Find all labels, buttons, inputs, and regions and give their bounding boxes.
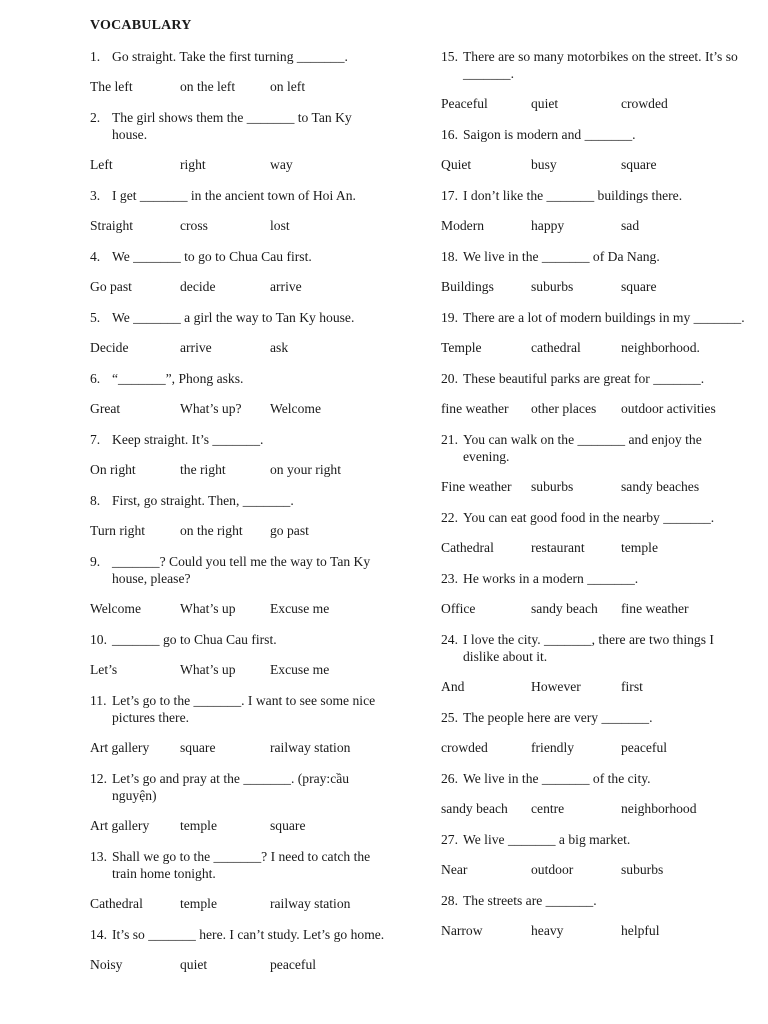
question-text: The girl shows them the _______ to Tan Ky house. <box>112 110 352 142</box>
answer-option: Cathedral <box>90 896 143 911</box>
question <box>90 553 390 587</box>
answer-option: lost <box>270 218 290 233</box>
answer-option: Great <box>90 401 121 416</box>
answer-option: Peaceful <box>441 96 488 111</box>
question-text: First, go straight. Then, _______. <box>112 493 294 508</box>
answer-option: sandy beach <box>531 601 598 616</box>
answer-options <box>441 217 751 234</box>
question <box>441 709 751 726</box>
answer-option: Near <box>441 862 468 877</box>
answer-options <box>90 278 390 295</box>
answer-options <box>90 817 390 834</box>
question <box>90 431 390 448</box>
answer-option: sandy beaches <box>621 479 700 494</box>
right-column <box>441 48 751 953</box>
answer-option: Art gallery <box>90 818 150 833</box>
answer-option: temple <box>180 818 217 833</box>
question-text: I get _______ in the ancient town of Hoi An. <box>112 188 356 203</box>
answer-option: helpful <box>621 923 660 938</box>
question-text: _______? Could you tell me the way to Tan Ky house, please? <box>112 554 371 586</box>
answer-option: busy <box>531 157 557 172</box>
answer-option: railway station <box>270 896 351 911</box>
question-number: 19. <box>441 310 458 325</box>
question <box>90 248 390 265</box>
answer-options <box>90 895 390 912</box>
answer-option: Modern <box>441 218 485 233</box>
question <box>441 370 751 387</box>
answer-option: Go past <box>90 279 132 294</box>
question <box>90 848 390 882</box>
answer-option: Quiet <box>441 157 472 172</box>
question <box>90 48 390 65</box>
question-text: “_______”, Phong asks. <box>112 371 244 386</box>
answer-option: quiet <box>531 96 559 111</box>
question-number: 3. <box>90 188 101 203</box>
answer-option: Let’s <box>90 662 118 677</box>
answer-option: cathedral <box>531 340 581 355</box>
question-text: We live _______ a big market. <box>463 832 631 847</box>
question-text: It’s so _______ here. I can’t study. Let’s go home. <box>112 927 385 942</box>
question-number: 18. <box>441 249 458 264</box>
answer-option: go past <box>270 523 309 538</box>
answer-option: fine weather <box>441 401 509 416</box>
question <box>441 770 751 787</box>
answer-option: decide <box>180 279 216 294</box>
question-number: 20. <box>441 371 458 386</box>
question-number: 6. <box>90 371 101 386</box>
question-text: Let’s go to the _______. I want to see some nice pictures there. <box>112 693 376 725</box>
answer-option: restaurant <box>531 540 585 555</box>
answer-option: cross <box>180 218 208 233</box>
question-number: 9. <box>90 554 101 569</box>
answer-option: on left <box>270 79 306 94</box>
answer-options <box>90 522 390 539</box>
answer-option: What’s up <box>180 601 236 616</box>
page-title: VOCABULARY <box>90 18 192 33</box>
question-text: You can eat good food in the nearby _______. <box>463 510 715 525</box>
question-number: 25. <box>441 710 458 725</box>
answer-option: the right <box>180 462 226 477</box>
question <box>90 770 390 804</box>
answer-option: What’s up? <box>180 401 242 416</box>
question <box>90 309 390 326</box>
answer-option: neighborhood <box>621 801 697 816</box>
question-text: We _______ to go to Chua Cau first. <box>112 249 312 264</box>
answer-options <box>90 339 390 356</box>
left-column <box>90 48 390 987</box>
answer-option: peaceful <box>621 740 668 755</box>
question-number: 27. <box>441 832 458 847</box>
question <box>90 926 390 943</box>
question-text: There are a lot of modern buildings in my _______. <box>463 310 745 325</box>
answer-option: Excuse me <box>270 662 330 677</box>
answer-option: Welcome <box>270 401 321 416</box>
answer-option: Noisy <box>90 957 123 972</box>
question-number: 17. <box>441 188 458 203</box>
answer-option: centre <box>531 801 565 816</box>
answer-option: square <box>180 740 216 755</box>
answer-option: And <box>441 679 465 694</box>
answer-options <box>441 400 751 417</box>
question <box>441 570 751 587</box>
answer-options <box>441 478 751 495</box>
answer-options <box>90 400 390 417</box>
answer-option: fine weather <box>621 601 689 616</box>
answer-option: square <box>621 157 657 172</box>
answer-option: However <box>531 679 581 694</box>
answer-option: ask <box>270 340 289 355</box>
question <box>90 370 390 387</box>
question-text: I don’t like the _______ buildings there. <box>463 188 683 203</box>
question-number: 2. <box>90 110 101 125</box>
answer-option: Office <box>441 601 476 616</box>
answer-option: Welcome <box>90 601 141 616</box>
question <box>441 509 751 526</box>
question-number: 14. <box>90 927 107 942</box>
answer-option: square <box>270 818 306 833</box>
answer-options <box>441 539 751 556</box>
question-number: 15. <box>441 49 458 64</box>
answer-options <box>441 861 751 878</box>
question-number: 22. <box>441 510 458 525</box>
question-number: 4. <box>90 249 101 264</box>
answer-option: Turn right <box>90 523 146 538</box>
question-number: 26. <box>441 771 458 786</box>
question-text: The streets are _______. <box>463 893 597 908</box>
answer-option: happy <box>531 218 565 233</box>
answer-options <box>441 156 751 173</box>
answer-option: square <box>621 279 657 294</box>
answer-options <box>441 278 751 295</box>
answer-option: Left <box>90 157 113 172</box>
question-number: 21. <box>441 432 458 447</box>
answer-option: crowded <box>621 96 668 111</box>
answer-option: crowded <box>441 740 488 755</box>
answer-option: outdoor <box>531 862 574 877</box>
question-text: We _______ a girl the way to Tan Ky house. <box>112 310 355 325</box>
question-number: 1. <box>90 49 101 64</box>
answer-options <box>90 739 390 756</box>
answer-option: neighborhood. <box>621 340 700 355</box>
answer-option: first <box>621 679 643 694</box>
answer-option: on the left <box>180 79 236 94</box>
answer-option: on your right <box>270 462 341 477</box>
question-number: 11. <box>90 693 107 708</box>
question <box>441 126 751 143</box>
answer-options <box>90 461 390 478</box>
question-text: These beautiful parks are great for _______. <box>463 371 705 386</box>
question <box>90 109 390 143</box>
question-text: There are so many motorbikes on the street. It’s so _______. <box>463 49 738 81</box>
answer-option: sandy beach <box>441 801 508 816</box>
answer-options <box>441 678 751 695</box>
answer-option: arrive <box>180 340 212 355</box>
answer-options <box>441 600 751 617</box>
question-text: The people here are very _______. <box>463 710 653 725</box>
answer-option: Buildings <box>441 279 494 294</box>
question-text: He works in a modern _______. <box>463 571 639 586</box>
answer-option: friendly <box>531 740 575 755</box>
answer-option: temple <box>180 896 217 911</box>
answer-option: railway station <box>270 740 351 755</box>
question <box>441 892 751 909</box>
answer-option: suburbs <box>531 279 574 294</box>
question <box>441 631 751 665</box>
answer-option: on the right <box>180 523 243 538</box>
answer-option: sad <box>621 218 640 233</box>
answer-option: right <box>180 157 206 172</box>
question <box>441 309 751 326</box>
answer-option: Cathedral <box>441 540 494 555</box>
answer-option: Temple <box>441 340 482 355</box>
question-number: 7. <box>90 432 101 447</box>
answer-option: quiet <box>180 957 208 972</box>
answer-option: other places <box>531 401 597 416</box>
question <box>441 248 751 265</box>
question-number: 10. <box>90 632 107 647</box>
question <box>90 692 390 726</box>
question-number: 23. <box>441 571 458 586</box>
answer-option: suburbs <box>531 479 574 494</box>
answer-options <box>441 95 751 112</box>
answer-option: Excuse me <box>270 601 330 616</box>
answer-option: The left <box>90 79 133 94</box>
question-number: 28. <box>441 893 458 908</box>
answer-option: heavy <box>531 923 564 938</box>
answer-option: What’s up <box>180 662 236 677</box>
question-text: Go straight. Take the first turning _______. <box>112 49 348 64</box>
answer-options <box>441 922 751 939</box>
answer-option: outdoor activities <box>621 401 716 416</box>
answer-options <box>90 217 390 234</box>
answer-option: suburbs <box>621 862 664 877</box>
answer-options <box>441 800 751 817</box>
answer-option: Straight <box>90 218 134 233</box>
answer-option: Fine weather <box>441 479 512 494</box>
answer-options <box>90 956 390 973</box>
answer-options <box>90 661 390 678</box>
question-number: 13. <box>90 849 107 864</box>
question-text: _______ go to Chua Cau first. <box>112 632 277 647</box>
question-text: You can walk on the _______ and enjoy the evening. <box>463 432 702 464</box>
answer-option: way <box>270 157 293 172</box>
question-number: 16. <box>441 127 458 142</box>
question-text: Keep straight. It’s _______. <box>112 432 264 447</box>
question-text: I love the city. _______, there are two things I dislike about it. <box>463 632 714 664</box>
answer-options <box>90 600 390 617</box>
answer-option: arrive <box>270 279 302 294</box>
answer-option: Narrow <box>441 923 483 938</box>
question <box>441 831 751 848</box>
answer-option: Decide <box>90 340 129 355</box>
answer-option: temple <box>621 540 658 555</box>
question <box>441 431 751 465</box>
question-number: 8. <box>90 493 101 508</box>
question-text: Shall we go to the _______? I need to catch the train home tonight. <box>112 849 371 881</box>
answer-options <box>441 739 751 756</box>
question-text: We live in the _______ of Da Nang. <box>463 249 660 264</box>
question-number: 12. <box>90 771 107 786</box>
answer-options <box>90 156 390 173</box>
answer-option: Art gallery <box>90 740 150 755</box>
question-text: Let’s go and pray at the _______. (pray:cầu nguyện) <box>112 771 350 803</box>
question <box>441 187 751 204</box>
question-number: 24. <box>441 632 458 647</box>
question-text: Saigon is modern and _______. <box>463 127 636 142</box>
question <box>90 492 390 509</box>
question <box>90 631 390 648</box>
answer-option: On right <box>90 462 136 477</box>
question <box>90 187 390 204</box>
answer-options <box>90 78 390 95</box>
question-number: 5. <box>90 310 101 325</box>
answer-options <box>441 339 751 356</box>
question <box>441 48 751 82</box>
answer-option: peaceful <box>270 957 317 972</box>
question-text: We live in the _______ of the city. <box>463 771 651 786</box>
